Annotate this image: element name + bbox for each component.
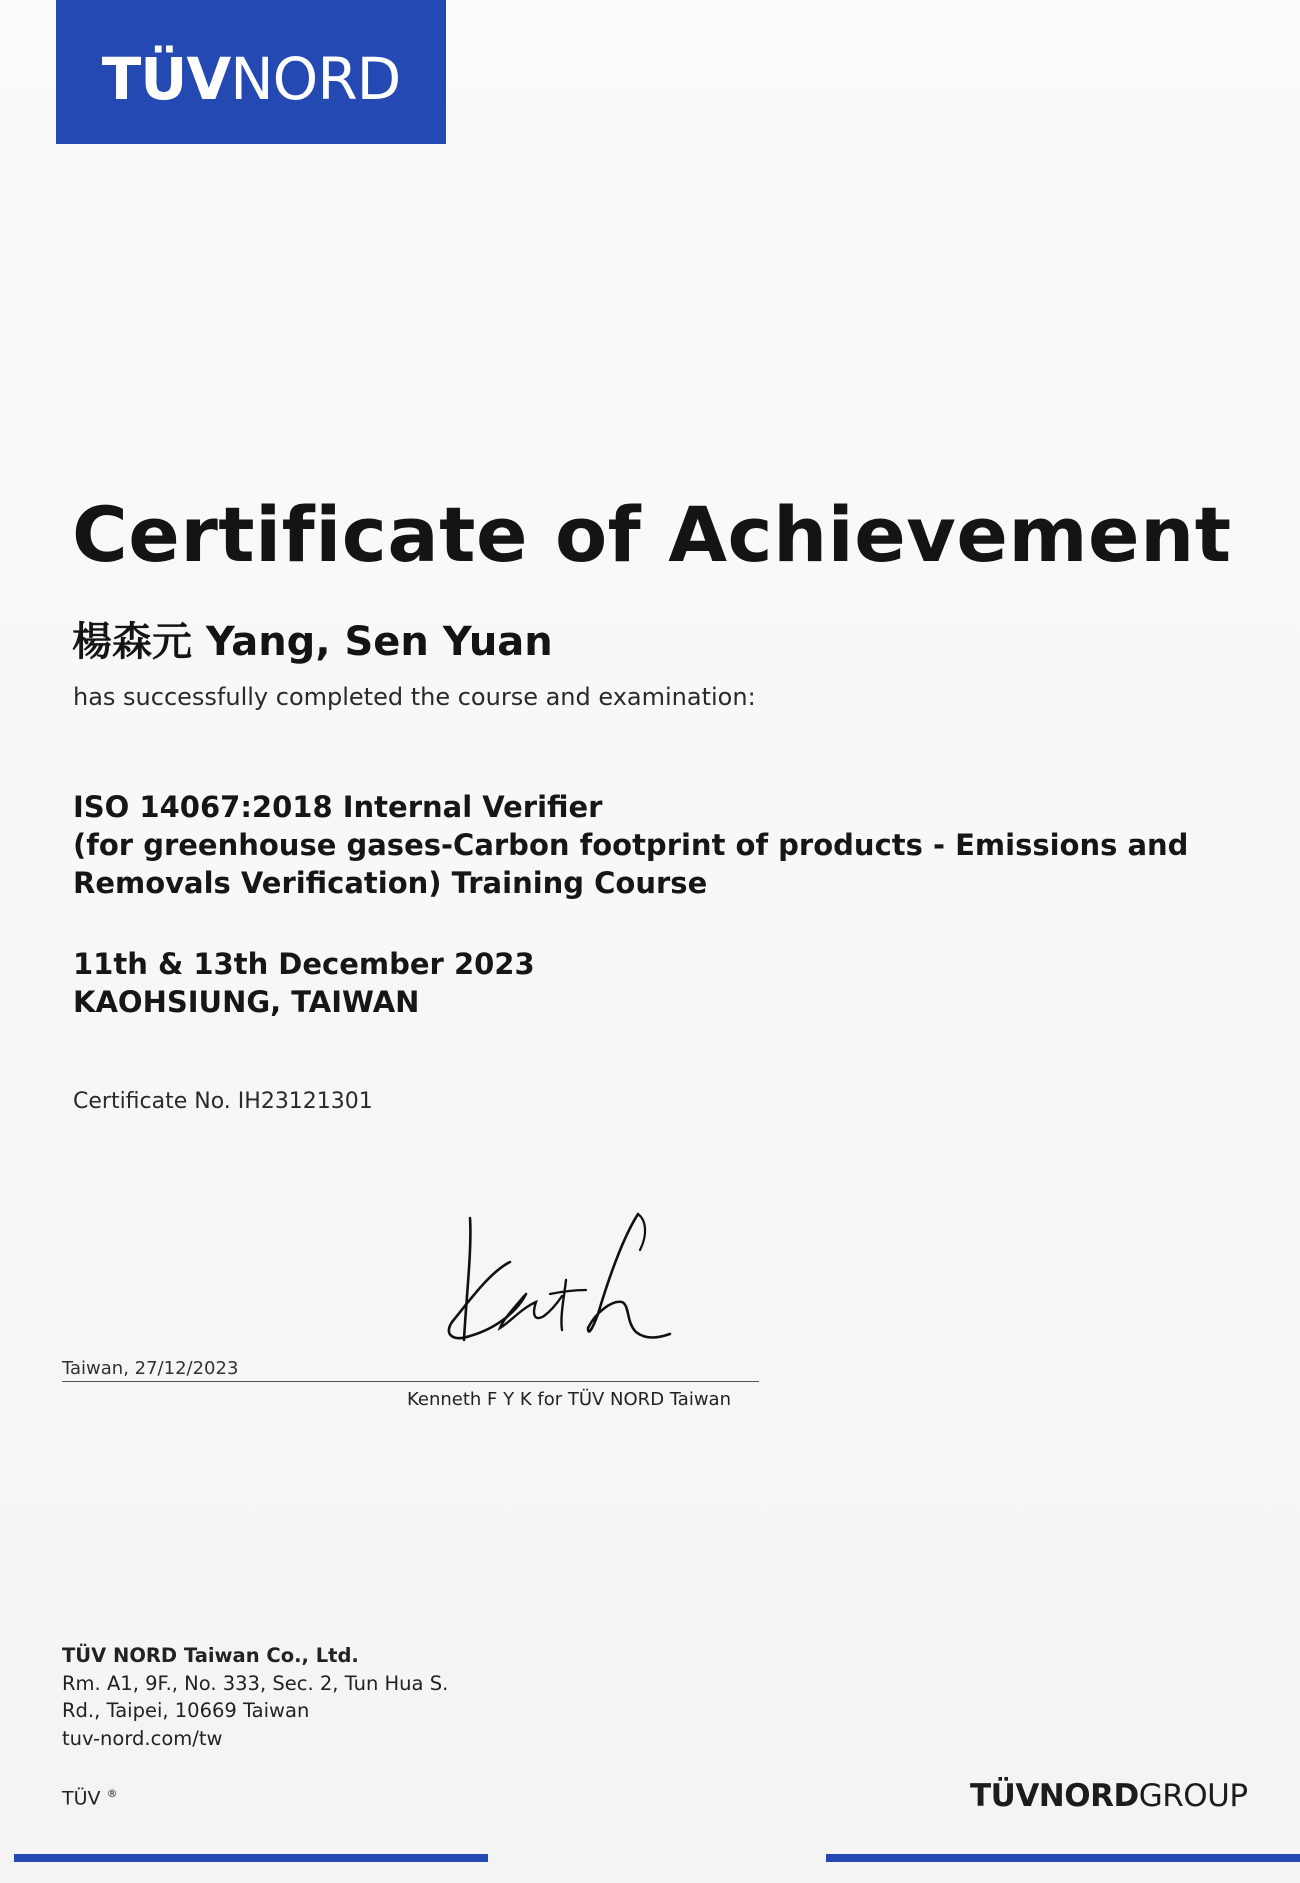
company-address-block [62,1642,448,1752]
group-logo-regular: GROUP [1138,1778,1248,1814]
certificate-number: Certificate No. IH23121301 [73,1089,373,1114]
tuv-trademark [62,1787,118,1809]
company-address-line: Rm. A1, 9F., No. 333, Sec. 2, Tun Hua S. [62,1671,449,1695]
issue-place-date: Taiwan, 27/12/2023 [62,1358,239,1379]
bottom-accent-bar-right [826,1854,1300,1862]
logo-text-regular: NORD [230,45,401,113]
registered-symbol: ® [106,1787,118,1800]
company-address-line: Rd., Taipei, 10669 Taiwan [62,1699,310,1722]
course-date-location [73,945,535,1021]
company-name: TÜV NORD Taiwan Co., Ltd. [62,1644,359,1667]
tuv-nord-logo-text [102,45,401,113]
course-title-line: (for greenhouse gases-Carbon footprint of products - Emissions and [73,828,1189,862]
group-logo-bold: TÜVNORD [970,1778,1139,1814]
course-title-line: Removals Verification) Training Course [73,866,708,900]
signer-name: Kenneth F Y K for TÜV NORD Taiwan [407,1389,731,1410]
logo-text-bold: TÜV [101,45,231,113]
company-website: tuv-nord.com/tw [62,1726,223,1750]
course-date: 11th & 13th December 2023 [73,947,535,981]
handwritten-signature [440,1210,680,1360]
recipient-name: 楊森元 Yang, Sen Yuan [72,619,553,665]
course-title [73,788,1189,902]
course-location: KAOHSIUNG, TAIWAN [73,985,420,1019]
tuv-mark-text: TÜV [62,1787,101,1810]
bottom-accent-bar-left [14,1854,488,1862]
signature-line [62,1381,759,1382]
certificate-title: Certificate of Achievement [72,490,1232,579]
course-title-line: ISO 14067:2018 Internal Verifier [73,790,603,824]
completion-statement: has successfully completed the course and examination: [73,683,756,711]
tuv-nord-group-logo [970,1778,1248,1814]
tuv-nord-logo [56,0,446,144]
